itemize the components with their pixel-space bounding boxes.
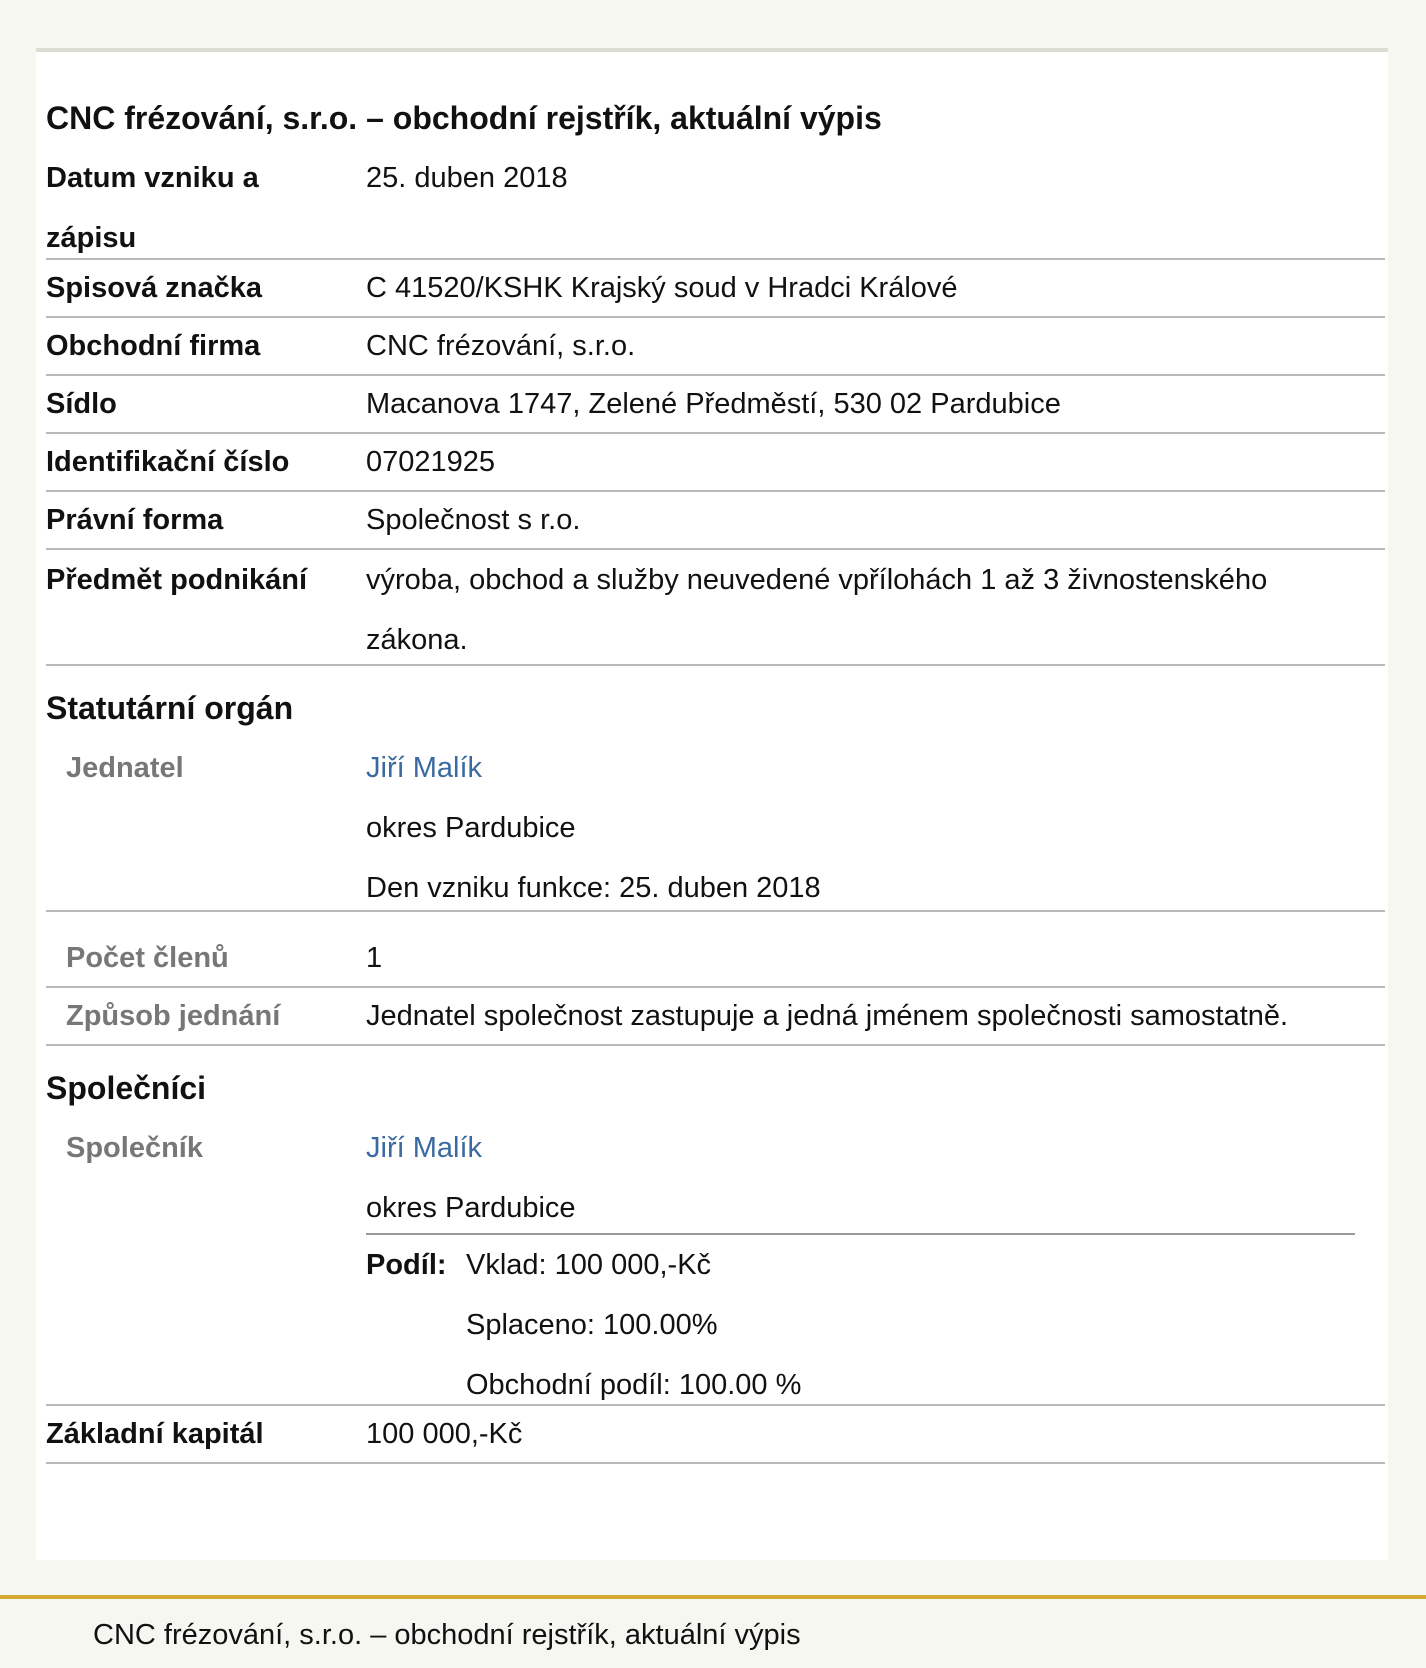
- row-pocet-clenu: [46, 912, 1385, 988]
- podil-values: [466, 1235, 801, 1415]
- row-identifikacni-cislo: [46, 434, 1385, 492]
- vklad-text: Vklad: 100 000,-Kč: [466, 1249, 712, 1281]
- obchodni-podil-text: Obchodní podíl: 100.00 %: [466, 1369, 802, 1401]
- row-label: Způsob jednání: [66, 1000, 281, 1032]
- splaceno-text: Splaceno: 100.00%: [466, 1309, 718, 1341]
- okres-text: okres Pardubice: [366, 812, 576, 844]
- row-label: Spisová značka: [46, 272, 262, 304]
- row-label: Právní forma: [46, 504, 224, 536]
- person-link[interactable]: Jiří Malík: [366, 1132, 482, 1164]
- row-zakladni-kapital: [46, 1406, 1385, 1464]
- row-label: Předmět podnikání: [46, 564, 308, 596]
- row-value: CNC frézování, s.r.o.: [366, 330, 636, 362]
- row-label: Identifikační číslo: [46, 446, 290, 478]
- footer-title: CNC frézování, s.r.o. – obchodní rejstřík, aktuální výpis: [93, 1619, 801, 1651]
- row-value: Macanova 1747, Zelené Předměstí, 530 02 Pardubice: [366, 388, 1061, 420]
- row-datum-vzniku: [46, 148, 1385, 260]
- podil-label: Podíl:: [366, 1249, 447, 1281]
- row-zpusob-jednani: [46, 988, 1385, 1046]
- row-value: [366, 1118, 1365, 1238]
- den-vzniku-text: Den vzniku funkce: 25. duben 2018: [366, 872, 821, 904]
- row-sidlo: [46, 376, 1385, 434]
- row-predmet-podnikani: [46, 550, 1385, 666]
- label-line-2: zápisu: [46, 222, 137, 254]
- value-line-1: výroba, obchod a služby neuvedené vpřílohách 1 až 3 živnostenského: [366, 564, 1268, 596]
- row-value: Společnost s r.o.: [366, 504, 581, 536]
- row-pravni-forma: [46, 492, 1385, 550]
- row-value: C 41520/KSHK Krajský soud v Hradci Králové: [366, 272, 958, 304]
- section-spolecnici: Společníci: [46, 1070, 207, 1106]
- label-line-1: Datum vzniku a: [46, 162, 259, 194]
- row-value: 1: [366, 942, 383, 974]
- footer: [0, 1595, 1426, 1668]
- row-value: 100 000,-Kč: [366, 1418, 523, 1450]
- row-label: Jednatel: [66, 752, 184, 784]
- row-spolecnik: [46, 1118, 1385, 1406]
- row-obchodni-firma: [46, 318, 1385, 376]
- row-spisova-znacka: [46, 260, 1385, 318]
- row-value: [366, 148, 1365, 208]
- row-value: [366, 738, 1365, 918]
- row-label: Počet členů: [66, 942, 229, 974]
- row-label: Obchodní firma: [46, 330, 261, 362]
- row-value: [366, 550, 1365, 670]
- value-line-2: zákona.: [366, 624, 468, 656]
- page-title: CNC frézování, s.r.o. – obchodní rejstřík, aktuální výpis: [46, 100, 882, 136]
- okres-text: okres Pardubice: [366, 1192, 576, 1224]
- section-statutarni-organ: Statutární orgán: [46, 690, 294, 726]
- row-label: [46, 148, 346, 268]
- row-value: Jednatel společnost zastupuje a jedná jménem společnosti samostatně.: [366, 1000, 1289, 1032]
- registry-card: [36, 48, 1388, 1560]
- row-jednatel: [46, 738, 1385, 912]
- row-value: 07021925: [366, 446, 496, 478]
- person-link[interactable]: Jiří Malík: [366, 752, 482, 784]
- row-label: Základní kapitál: [46, 1418, 264, 1450]
- value-text: 25. duben 2018: [366, 162, 568, 194]
- row-label: Společník: [66, 1132, 203, 1164]
- row-label: Sídlo: [46, 388, 117, 420]
